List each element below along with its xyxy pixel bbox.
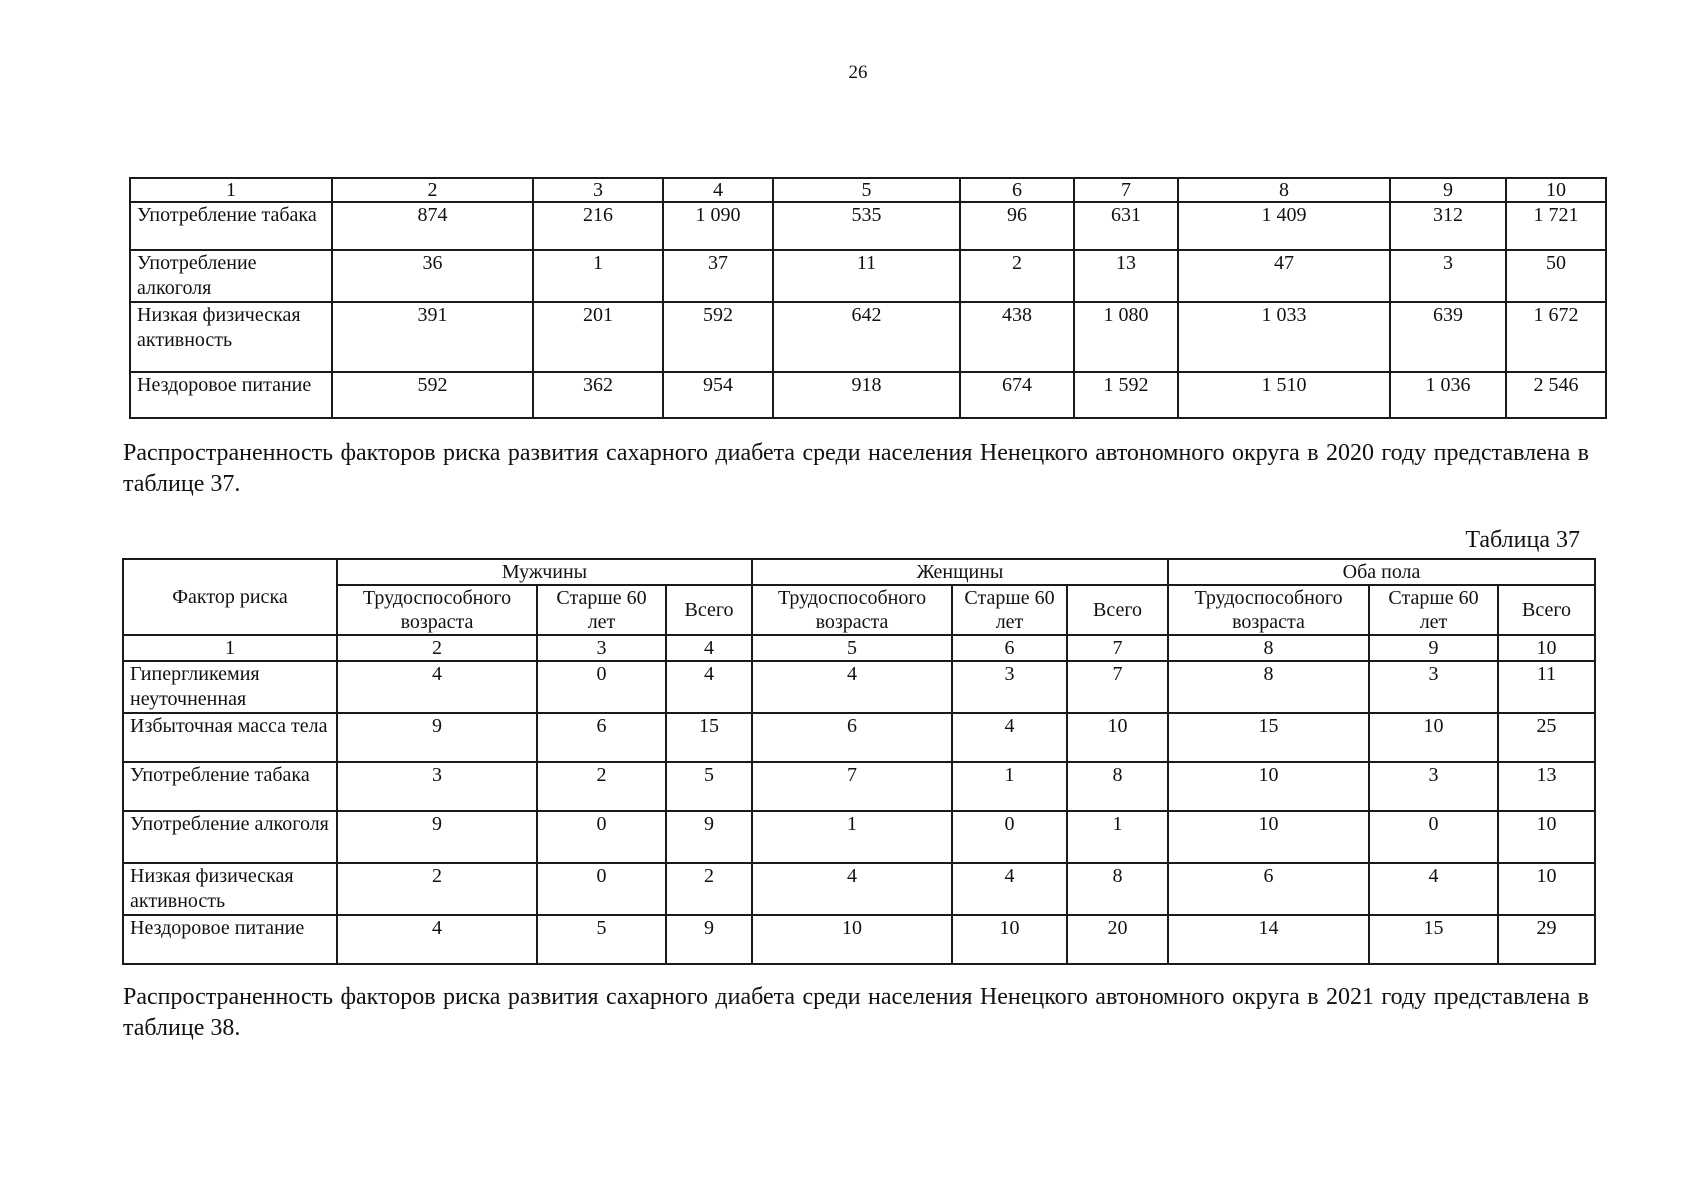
table-cell: 6 xyxy=(537,713,666,762)
table-cell: 592 xyxy=(663,302,773,372)
table-cell: 2 546 xyxy=(1506,372,1606,418)
column-number: 8 xyxy=(1178,178,1390,202)
table-cell: 631 xyxy=(1074,202,1178,250)
table-cell: 10 xyxy=(1168,811,1369,863)
table-cell: 1 xyxy=(1067,811,1168,863)
factor-header: Фактор риска xyxy=(123,559,337,635)
table-cell: 15 xyxy=(1369,915,1498,964)
column-number: 3 xyxy=(537,635,666,661)
table-cell: 1 036 xyxy=(1390,372,1506,418)
column-number: 1 xyxy=(123,635,337,661)
paragraph-2020: Распространенность факторов риска развития сахарного диабета среди населения Ненецкого автономного округа в 2020 году представлена в таблице 37. xyxy=(123,440,1589,497)
subheader-total: Всего xyxy=(1498,585,1595,635)
table-cell: 1 721 xyxy=(1506,202,1606,250)
column-number: 7 xyxy=(1067,635,1168,661)
table-cell: 11 xyxy=(773,250,960,302)
table-cell: 3 xyxy=(337,762,537,811)
factor-label: Низкая физическая активность xyxy=(123,863,337,915)
table-cell: 8 xyxy=(1067,762,1168,811)
table-cell: 312 xyxy=(1390,202,1506,250)
table-cell: 592 xyxy=(332,372,533,418)
table-continuation xyxy=(129,177,1607,419)
table-cell: 15 xyxy=(1168,713,1369,762)
table-cell: 438 xyxy=(960,302,1074,372)
table-cell: 4 xyxy=(752,863,952,915)
table-cell: 1 090 xyxy=(663,202,773,250)
table-37 xyxy=(122,558,1596,965)
table-cell: 8 xyxy=(1168,661,1369,713)
table-cell: 639 xyxy=(1390,302,1506,372)
subheader-over-60: Старше 60 лет xyxy=(537,585,666,635)
table-row xyxy=(130,372,1606,418)
group-header-men: Мужчины xyxy=(337,559,752,585)
table-cell: 9 xyxy=(337,713,537,762)
table-cell: 1 409 xyxy=(1178,202,1390,250)
column-number: 2 xyxy=(332,178,533,202)
table-row xyxy=(123,713,1595,762)
table-cell: 1 xyxy=(952,762,1067,811)
table-cell: 1 033 xyxy=(1178,302,1390,372)
table-cell: 9 xyxy=(666,811,752,863)
table-cell: 4 xyxy=(952,713,1067,762)
factor-label: Употребление алкоголя xyxy=(130,250,332,302)
table-cell: 8 xyxy=(1067,863,1168,915)
table-row xyxy=(130,202,1606,250)
table-row xyxy=(123,811,1595,863)
table-cell: 0 xyxy=(1369,811,1498,863)
table-cell: 1 080 xyxy=(1074,302,1178,372)
table-cell: 5 xyxy=(666,762,752,811)
table-row xyxy=(130,250,1606,302)
subheader-working-age: Трудоспособного возраста xyxy=(1168,585,1369,635)
table-cell: 3 xyxy=(1390,250,1506,302)
table-cell: 4 xyxy=(337,915,537,964)
table-cell: 6 xyxy=(1168,863,1369,915)
subheader-over-60: Старше 60 лет xyxy=(1369,585,1498,635)
table-cell: 11 xyxy=(1498,661,1595,713)
table-cell: 535 xyxy=(773,202,960,250)
table-cell: 1 592 xyxy=(1074,372,1178,418)
table-cell: 25 xyxy=(1498,713,1595,762)
column-number: 3 xyxy=(533,178,663,202)
column-number: 5 xyxy=(773,178,960,202)
subheader-total: Всего xyxy=(1067,585,1168,635)
group-header-both: Оба пола xyxy=(1168,559,1595,585)
column-number: 4 xyxy=(666,635,752,661)
table-cell: 642 xyxy=(773,302,960,372)
table-cell: 10 xyxy=(1067,713,1168,762)
table-cell: 0 xyxy=(537,811,666,863)
table-cell: 7 xyxy=(752,762,952,811)
factor-label: Низкая физическая активность xyxy=(130,302,332,372)
column-number-row xyxy=(123,635,1595,661)
table-cell: 4 xyxy=(1369,863,1498,915)
column-number: 4 xyxy=(663,178,773,202)
table-cell: 0 xyxy=(952,811,1067,863)
table-cell: 2 xyxy=(960,250,1074,302)
column-number: 10 xyxy=(1506,178,1606,202)
paragraph-2021: Распространенность факторов риска развития сахарного диабета среди населения Ненецкого автономного округа в 2021 году представлена в таблице 38. xyxy=(123,984,1589,1041)
table-cell: 1 510 xyxy=(1178,372,1390,418)
table-cell: 362 xyxy=(533,372,663,418)
column-number: 1 xyxy=(130,178,332,202)
table-row xyxy=(123,661,1595,713)
subheader-working-age: Трудоспособного возраста xyxy=(337,585,537,635)
table-cell: 954 xyxy=(663,372,773,418)
table-cell: 3 xyxy=(952,661,1067,713)
table-cell: 391 xyxy=(332,302,533,372)
page-number: 26 xyxy=(848,62,868,83)
column-number: 10 xyxy=(1498,635,1595,661)
table-cell: 1 xyxy=(533,250,663,302)
table-cell: 9 xyxy=(666,915,752,964)
table-cell: 10 xyxy=(1498,863,1595,915)
table-cell: 10 xyxy=(752,915,952,964)
column-number: 8 xyxy=(1168,635,1369,661)
table-row xyxy=(123,915,1595,964)
table-cell: 20 xyxy=(1067,915,1168,964)
table-cell: 36 xyxy=(332,250,533,302)
factor-label: Избыточная масса тела xyxy=(123,713,337,762)
table-cell: 50 xyxy=(1506,250,1606,302)
table-cell: 201 xyxy=(533,302,663,372)
table-cell: 2 xyxy=(537,762,666,811)
table-row xyxy=(123,762,1595,811)
subheader-total: Всего xyxy=(666,585,752,635)
table-cell: 13 xyxy=(1074,250,1178,302)
subheader-working-age: Трудоспособного возраста xyxy=(752,585,952,635)
table-cell: 6 xyxy=(752,713,952,762)
table-cell: 0 xyxy=(537,863,666,915)
table-caption: Таблица 37 xyxy=(1465,527,1580,553)
factor-label: Употребление алкоголя xyxy=(123,811,337,863)
table-row xyxy=(123,863,1595,915)
table-cell: 15 xyxy=(666,713,752,762)
table-cell: 13 xyxy=(1498,762,1595,811)
table-cell: 216 xyxy=(533,202,663,250)
column-number: 7 xyxy=(1074,178,1178,202)
table-cell: 37 xyxy=(663,250,773,302)
column-number: 5 xyxy=(752,635,952,661)
table-cell: 96 xyxy=(960,202,1074,250)
table-cell: 2 xyxy=(666,863,752,915)
factor-label: Употребление табака xyxy=(123,762,337,811)
table-cell: 10 xyxy=(1498,811,1595,863)
table-cell: 1 xyxy=(752,811,952,863)
table-cell: 874 xyxy=(332,202,533,250)
factor-label: Гипергликемия неуточненная xyxy=(123,661,337,713)
column-number-row xyxy=(130,178,1606,202)
table-cell: 4 xyxy=(952,863,1067,915)
table-cell: 47 xyxy=(1178,250,1390,302)
subheader-over-60: Старше 60 лет xyxy=(952,585,1067,635)
table-cell: 10 xyxy=(952,915,1067,964)
table-cell: 10 xyxy=(1369,713,1498,762)
table-cell: 10 xyxy=(1168,762,1369,811)
group-header-women: Женщины xyxy=(752,559,1168,585)
column-number: 9 xyxy=(1369,635,1498,661)
factor-label: Нездоровое питание xyxy=(130,372,332,418)
table-cell: 9 xyxy=(337,811,537,863)
table-cell: 674 xyxy=(960,372,1074,418)
factor-label: Употребление табака xyxy=(130,202,332,250)
column-number: 9 xyxy=(1390,178,1506,202)
table-cell: 918 xyxy=(773,372,960,418)
column-number: 6 xyxy=(960,178,1074,202)
column-number: 6 xyxy=(952,635,1067,661)
table-row xyxy=(130,302,1606,372)
table-cell: 29 xyxy=(1498,915,1595,964)
table-cell: 1 672 xyxy=(1506,302,1606,372)
table-cell: 0 xyxy=(537,661,666,713)
factor-label: Нездоровое питание xyxy=(123,915,337,964)
table-cell: 3 xyxy=(1369,661,1498,713)
table-cell: 7 xyxy=(1067,661,1168,713)
table-cell: 4 xyxy=(752,661,952,713)
table-cell: 14 xyxy=(1168,915,1369,964)
table-cell: 4 xyxy=(666,661,752,713)
table-cell: 3 xyxy=(1369,762,1498,811)
column-number: 2 xyxy=(337,635,537,661)
table-cell: 5 xyxy=(537,915,666,964)
table-cell: 2 xyxy=(337,863,537,915)
table-cell: 4 xyxy=(337,661,537,713)
